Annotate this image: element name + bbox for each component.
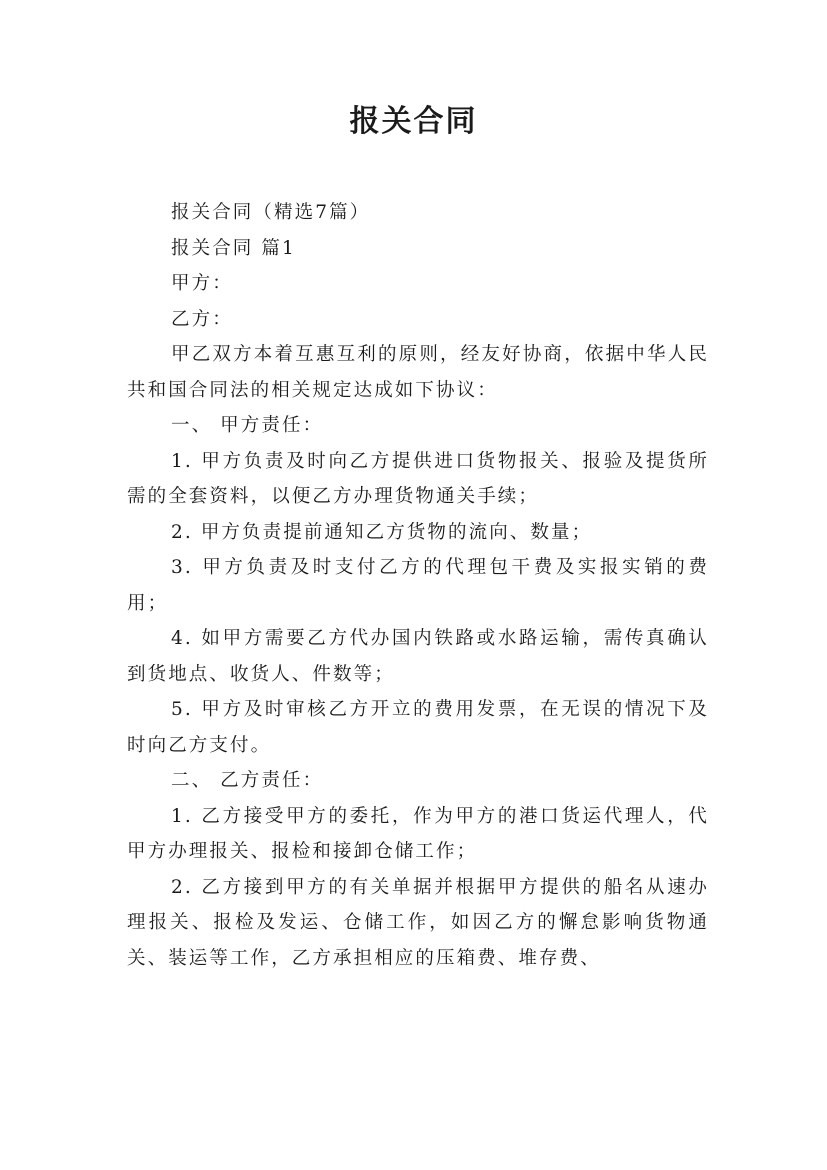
paragraph: 4. 如甲方需要乙方代办国内铁路或水路运输，需传真确认到货地点、收货人、件数等； (127, 628, 709, 685)
paragraph: 报关合同（精选7篇） (171, 202, 371, 223)
paragraph: 2. 乙方接到甲方的有关单据并根据甲方提供的船名从速办理报关、报检及发运、仓储工作，如因乙方的懈怠影响货物通关、装运等工作，乙方承担相应的压箱费、堆存费、 (127, 876, 709, 969)
paragraph: 3. 甲方负责及时支付乙方的代理包干费及实报实销的费用； (127, 557, 709, 614)
section-heading: 一、 甲方责任： (171, 415, 324, 436)
paragraph: 2. 甲方负责提前通知乙方货物的流向、数量； (171, 521, 593, 543)
paragraph: 1. 乙方接受甲方的委托，作为甲方的港口货运代理人，代甲方办理报关、报检和接卸仓储工作； (127, 805, 709, 862)
paragraph: 5. 甲方及时审核乙方开立的费用发票，在无误的情况下及时向乙方支付。 (127, 699, 709, 756)
section-heading: 二、 乙方责任： (171, 770, 324, 791)
paragraph: 甲方： (171, 273, 233, 294)
paragraph: 1. 甲方负责及时向乙方提供进口货物报关、报验及提货所需的全套资料，以便乙方办理货物通关手续； (127, 450, 709, 507)
document-title: 报关合同 (349, 104, 478, 139)
document-body (127, 195, 709, 976)
paragraph: 乙方： (171, 308, 233, 330)
paragraph: 甲乙双方本着互惠互利的原则，经友好协商，依据中华人民共和国合同法的相关规定达成如下协议： (127, 344, 709, 401)
paragraph: 报关合同 篇1 (171, 237, 296, 259)
